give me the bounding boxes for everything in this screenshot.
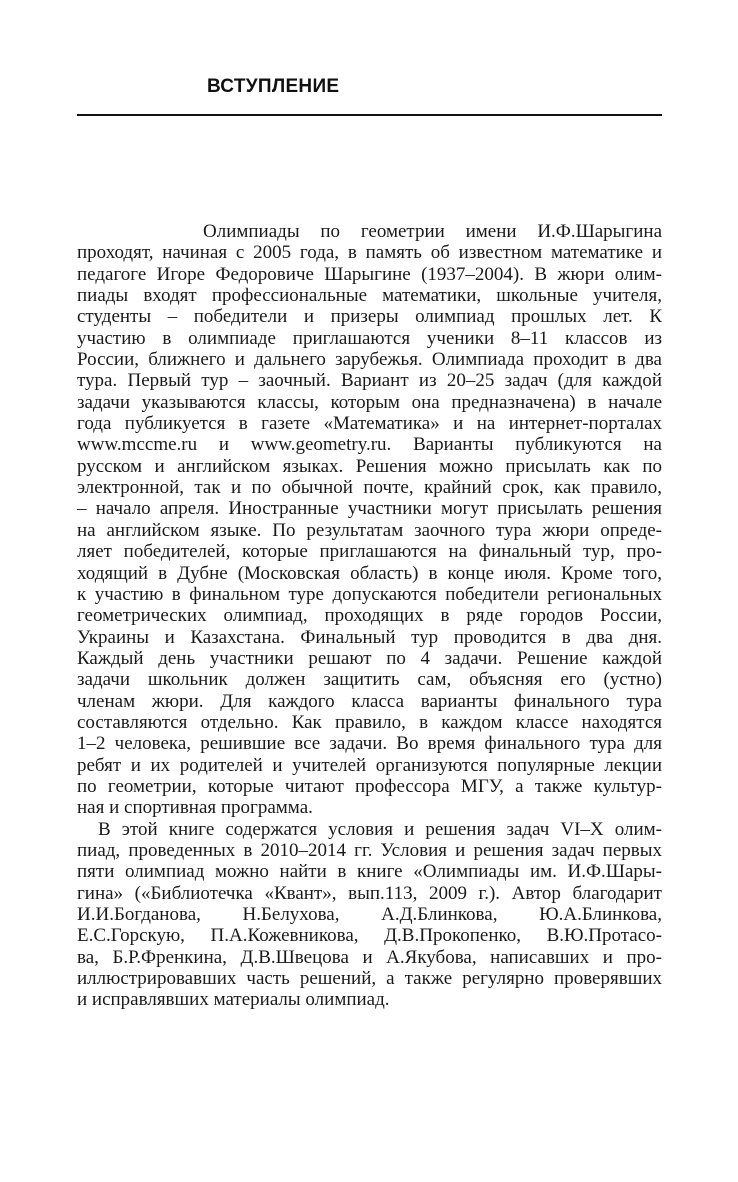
text-line: русском и английском языках. Решения можно присылать как по [77,455,662,477]
paragraph [77,221,662,819]
text-line: года публикуется в газете «Математика» и на интернет-порталах [77,413,662,435]
text-line: задачи школьник должен защитить сам, объясняя его (устно) [77,669,662,691]
text-line: И.И.Богданова, Н.Белухова, А.Д.Блинкова, Ю.А.Блинкова, [77,904,662,925]
text-line: иллюстрировавших часть решений, а также регулярно проверявших [77,968,662,990]
text-line: Каждый день участники решают по 4 задачи. Решение каждой [77,647,662,669]
text-line: студенты – победители и призеры олимпиад прошлых лет. К [77,306,662,328]
paragraph [77,819,662,1011]
text-line: к участию в финальном туре допускаются победители региональных [77,583,662,605]
text-line: тура. Первый тур – заочный. Вариант из 20–25 задач (для каждой [77,370,662,392]
text-line: ходящий в Дубне (Московская область) в конце июля. Кроме того, [77,562,662,584]
text-line: педагоге Игоре Федоровиче Шарыгине (1937–2004). В жюри олим- [77,263,662,285]
text-line: гина» («Библиотечка «Квант», вып.113, 2009 г.). Автор благодарит [77,882,662,904]
body-text [77,221,662,1011]
text-line: пиады входят профессиональные математики, школьные учителя, [77,285,662,307]
text-line: электронной, так и по обычной почте, крайний срок, как правило, [77,477,662,499]
text-line: 1–2 человека, решившие все задачи. Во время финального тура для [77,733,662,755]
text-line: проходят, начиная с 2005 года, в память об известном математике и [77,242,662,264]
text-line: Е.С.Горскую, П.А.Кожевникова, Д.В.Прокопенко, В.Ю.Протасо- [77,925,662,947]
text-line: членам жюри. Для каждого класса варианты финального тура [77,690,662,712]
text-line: России, ближнего и дальнего зарубежья. Олимпиада проходит в два [77,349,662,371]
text-line: ляет победителей, которые приглашаются на финальный тур, про- [77,541,662,563]
text-line: пяти олимпиад можно найти в книге «Олимпиады им. И.Ф.Шары- [77,861,662,883]
text-line: Украины и Казахстана. Финальный тур проводится в два дня. [77,626,662,648]
text-line: ребят и их родителей и учителей организуются популярные лекции [77,754,662,776]
text-line: Олимпиады по геометрии имени И.Ф.Шарыгина [203,221,662,242]
text-line: на английском языке. По результатам заочного тура жюри опреде- [77,519,662,541]
text-line: пиад, проведенных в 2010–2014 гг. Условия и решения задач первых [77,839,662,861]
text-line: составляются отдельно. Как правило, в каждом классе находятся [77,711,662,733]
heading-rule [77,114,662,116]
text-line: задачи указываются классы, которым она предназначена) в начале [77,391,662,413]
text-line: www.mccme.ru и www.geometry.ru. Варианты публикуются на [77,434,662,456]
text-line: В этой книге содержатся условия и решения задач VI–X олим- [98,818,662,840]
text-line: участию в олимпиаде приглашаются ученики 8–11 классов из [77,327,662,349]
text-line: и исправлявших материалы олимпиад. [77,989,390,1011]
text-line: по геометрии, которые читают профессора МГУ, а также культур- [77,775,662,797]
text-line: – начало апреля. Иностранные участники могут присылать решения [77,498,662,520]
section-heading: ВСТУПЛЕНИЕ [207,76,340,97]
text-line: ва, Б.Р.Френкина, Д.В.Швецова и А.Якубова, написавших и про- [77,946,662,968]
text-line: геометрических олимпиад, проходящих в ряде городов России, [77,605,662,627]
text-line: ная и спортивная программа. [77,797,313,819]
